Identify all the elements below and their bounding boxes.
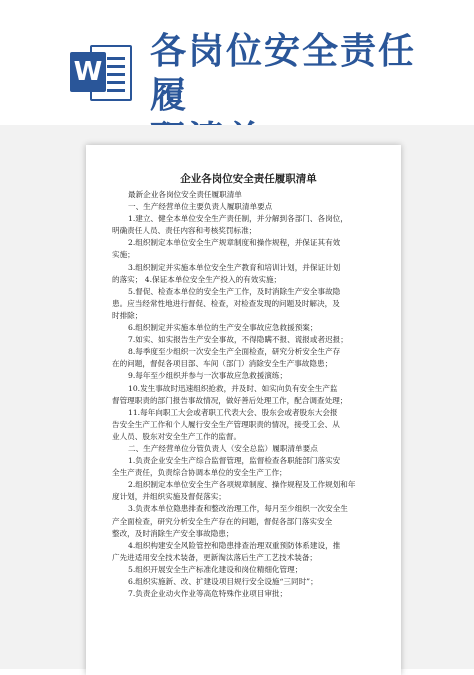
document-line: 5.督促、检查本单位的安全生产工作，及时消除生产安全事故隐 xyxy=(128,286,341,296)
document-line: 10.发生事故时迅速组织抢救，并及时、如实向负有安全生产监 xyxy=(128,383,338,393)
heading-line-1: 各岗位安全责任履 xyxy=(150,31,417,116)
document-line: 督管理职责的部门报告事故情况，做好善后处理工作，配合调查处理； xyxy=(112,395,348,405)
preview-area xyxy=(0,125,474,669)
document-line: 3.组织制定并实施本单位安全生产教育和培训计划，并保证计划 xyxy=(128,262,341,272)
document-line: 的落实； 4.保证本单位安全生产投入的有效实施； xyxy=(112,274,282,284)
document-line: 8.每季度至少组织一次安全生产全面检查，研究分析安全生产存 xyxy=(128,347,341,357)
page-title: 企业各岗位安全责任履职清单 xyxy=(180,173,317,185)
document-line: 业人员、股东对安全生产工作的监督。 xyxy=(112,431,242,441)
document-body xyxy=(112,189,385,600)
document-line: 6.组织制定并实施本单位的生产安全事故应急救援预案； xyxy=(128,323,318,333)
document-line: 一、生产经营单位主要负责人履职清单要点 xyxy=(128,202,273,212)
document-line: 产全面检查，研究分析安全生产存在的问题，督促各部门落实安全 xyxy=(112,516,333,526)
word-badge: W xyxy=(70,52,106,92)
document-line: 6.组织实施新、改、扩建设项目规行安全设施“三同时”； xyxy=(128,577,318,586)
document-page xyxy=(86,145,401,675)
document-line: 实施； xyxy=(112,250,135,260)
document-line: 广先进适用安全技术装备，更新淘汰落后生产工艺技术装备； xyxy=(112,552,318,562)
document-line: 7.如实、如实报告生产安全事故，不得隐瞒不报、谎报或者迟报； xyxy=(128,335,348,345)
header xyxy=(0,0,474,125)
document-line: 全生产责任，负责综合协调本单位的安全生产工作； xyxy=(112,468,287,478)
document-line: 度计划，并组织实施及督促落实； xyxy=(112,492,226,502)
document-line: 7.负责企业动火作业等高危特殊作业项目审批； xyxy=(128,589,288,599)
document-line: 在的问题，督促各项目部、车间（部门）消除安全生产事故隐患； xyxy=(112,359,333,369)
document-line: 11.每年向职工大会或者职工代表大会、股东会或者股东大会报 xyxy=(128,407,338,417)
document-line: 4.组织构建安全风险管控和隐患排查治理双重预防体系建设，推 xyxy=(128,540,341,550)
document-line: 患。应当经常性地进行督促、检查，对检查发现的问题及时解决，及 xyxy=(112,298,340,308)
document-line: 明确责任人员、责任内容和考核奖罚标准； xyxy=(112,226,257,236)
document-line: 9.每年至少组织并参与一次事故应急救援演练； xyxy=(128,371,288,381)
document-line: 3.负责本单位隐患排查和整改治理工作，每月至少组织一次安全生 xyxy=(128,504,348,514)
document-line: 1.建立、健全本单位安全生产责任制，并分解到各部门、各岗位， xyxy=(128,214,348,224)
document-line: 5.组织开展安全生产标准化建设和岗位精细化管理； xyxy=(128,564,303,574)
document-line: 整改，及时消除生产安全事故隐患； xyxy=(112,528,234,538)
document-line: 2.组织制定本单位安全生产各项规章制度、操作规程及工作规划和年 xyxy=(128,480,356,490)
document-line: 时排除； xyxy=(112,310,143,320)
document-line: 2.组织制定本单位安全生产规章制度和操作规程，并保证其有效 xyxy=(128,238,341,248)
document-line: 最新企业各岗位安全责任履职清单 xyxy=(128,190,242,199)
document-line: 1.负责企业安全生产综合监督管理，监督检查各职能部门落实安 xyxy=(128,456,341,466)
word-document-icon xyxy=(70,42,132,104)
document-line: 告安全生产工作和个人履行安全生产管理职责的情况，接受工会、从 xyxy=(112,419,340,429)
document-line: 二、生产经营单位分管负责人（安全总监）履职清单要点 xyxy=(128,443,318,453)
